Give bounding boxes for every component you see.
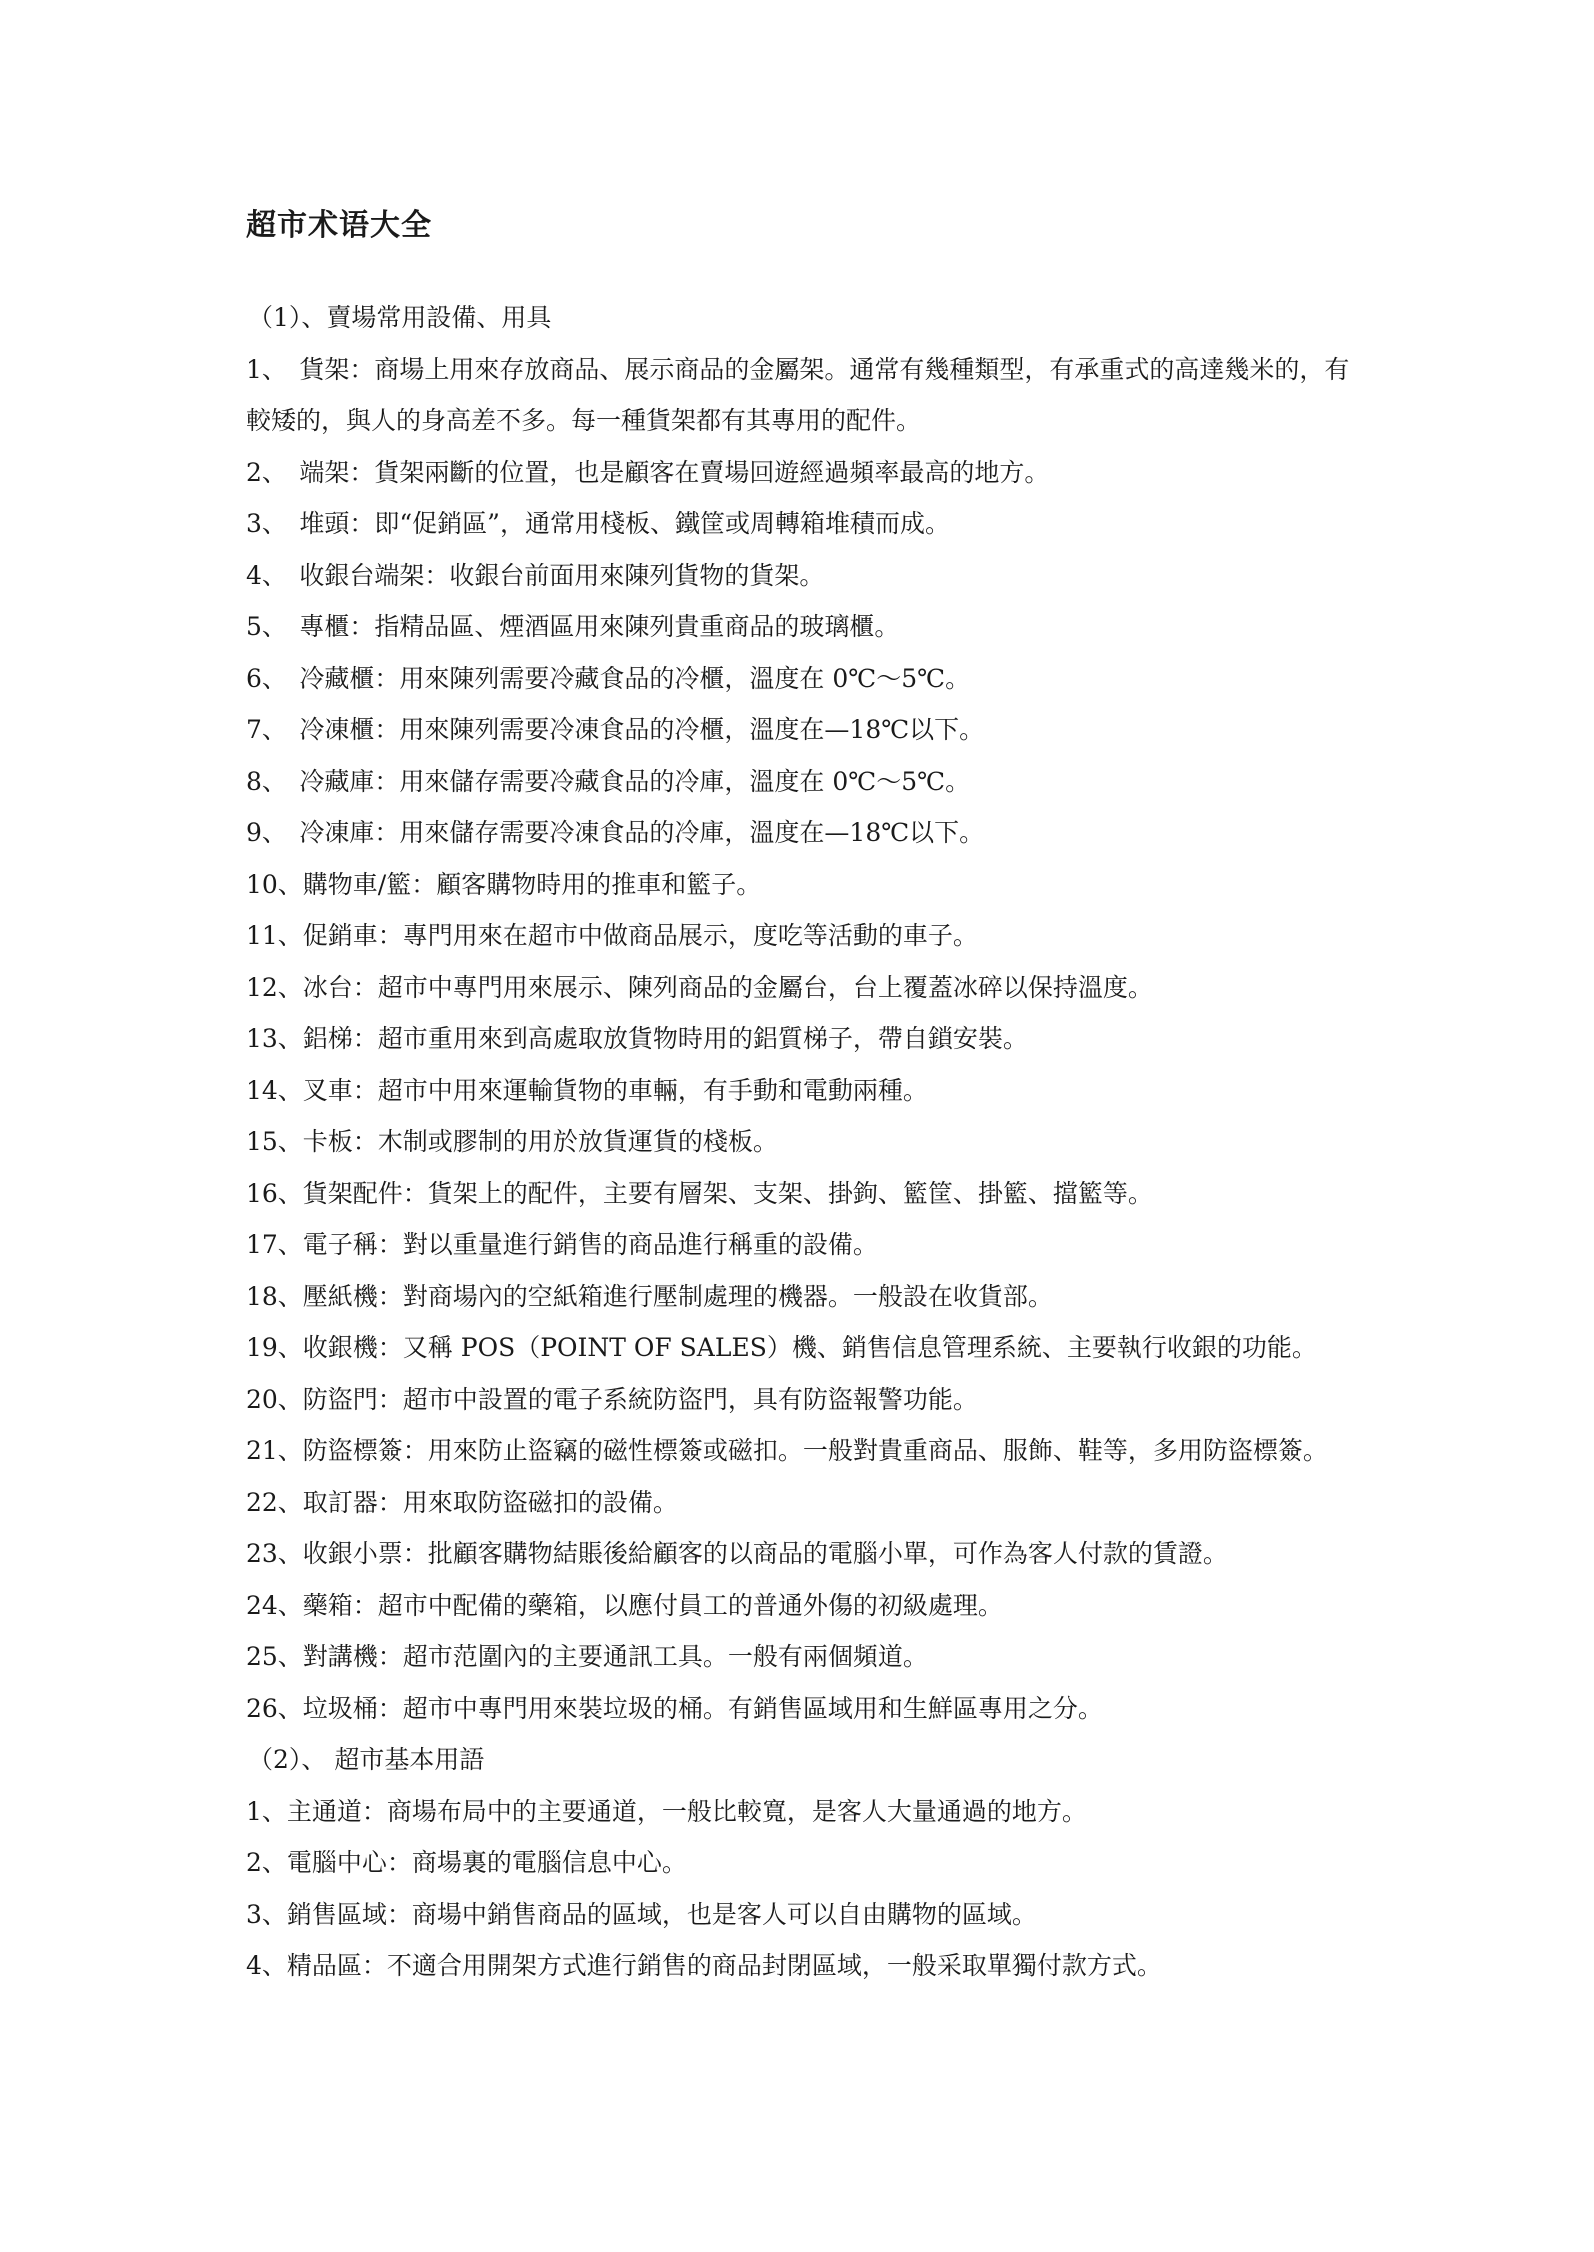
- document-body: [246, 292, 1356, 1992]
- section-heading: （1）、賣場常用設備、用具: [248, 303, 552, 332]
- list-item: 16、貨架配件：貨架上的配件，主要有層架、支架、掛鉤、籃筐、掛籃、擋籃等。: [246, 1178, 1153, 1208]
- list-item: 13、鋁梯：超市重用來到高處取放貨物時用的鋁質梯子，帶自鎖安裝。: [246, 1024, 1028, 1053]
- list-item: 11、促銷車：專門用來在超市中做商品展示，度吃等活動的車子。: [246, 921, 978, 950]
- list-item: 22、取訂器：用來取防盜磁扣的設備。: [246, 1487, 678, 1517]
- list-item: 21、防盜標簽：用來防止盜竊的磁性標簽或磁扣。一般對貴重商品、服飾、鞋等，多用防盜標簽。: [246, 1436, 1328, 1465]
- list-item: 8、 冷藏庫：用來儲存需要冷藏食品的冷庫，溫度在 0℃～5℃。: [246, 766, 971, 796]
- list-item: 12、冰台：超市中專門用來展示、陳列商品的金屬台，台上覆蓋冰碎以保持溫度。: [246, 972, 1153, 1002]
- list-item: 15、卡板：木制或膠制的用於放貨運貨的棧板。: [246, 1127, 778, 1156]
- list-item: 25、對講機：超市范圍內的主要通訊工具。一般有兩個頻道。: [246, 1642, 928, 1671]
- list-item: 3、 堆頭：即“促銷區”，通常用棧板、鐵筐或周轉箱堆積而成。: [246, 509, 950, 538]
- list-item: 7、 冷凍櫃：用來陳列需要冷凍食品的冷櫃，溫度在—18℃以下。: [246, 715, 985, 744]
- list-item: 5、 專櫃：指精品區、煙酒區用來陳列貴重商品的玻璃櫃。: [246, 612, 900, 641]
- list-item: 2、電腦中心：商場裏的電腦信息中心。: [246, 1848, 687, 1877]
- list-item: 19、收銀機：又稱 POS（POINT OF SALES）機、銷售信息管理系統、主要執行收銀的功能。: [246, 1333, 1317, 1362]
- list-item: 18、壓紙機：對商場內的空紙箱進行壓制處理的機器。一般設在收貨部。: [246, 1281, 1053, 1311]
- list-item: 17、電子稱：對以重量進行銷售的商品進行稱重的設備。: [246, 1230, 878, 1259]
- list-item: 4、 收銀台端架：收銀台前面用來陳列貨物的貨架。: [246, 560, 825, 590]
- document-title: 超市术语大全: [246, 208, 432, 243]
- list-item: 1、 貨架：商場上用來存放商品、展示商品的金屬架。通常有幾種類型，有承重式的高達幾米的，有較矮的，與人的身高差不多。每一種貨架都有其專用的配件。: [246, 354, 1350, 435]
- list-item: 24、藥箱：超市中配備的藥箱，以應付員工的普通外傷的初級處理。: [246, 1590, 1003, 1620]
- list-item: 1、主通道：商場布局中的主要通道，一般比較寬，是客人大量通過的地方。: [246, 1796, 1087, 1826]
- list-item: 9、 冷凍庫：用來儲存需要冷凍食品的冷庫，溫度在—18℃以下。: [246, 818, 985, 847]
- section-heading: （2）、 超市基本用語: [248, 1745, 485, 1774]
- list-item: 3、銷售區域：商場中銷售商品的區域，也是客人可以自由購物的區域。: [246, 1899, 1037, 1929]
- list-item: 14、叉車：超市中用來運輸貨物的車輛，有手動和電動兩種。: [246, 1075, 928, 1105]
- list-item: 6、 冷藏櫃：用來陳列需要冷藏食品的冷櫃，溫度在 0℃～5℃。: [246, 663, 971, 693]
- list-item: 10、購物車/籃：顧客購物時用的推車和籃子。: [246, 869, 762, 899]
- list-item: 23、收銀小票：批顧客購物結賬後給顧客的以商品的電腦小單，可作為客人付款的賃證。: [246, 1539, 1228, 1568]
- list-item: 20、防盜門：超市中設置的電子系統防盜門，具有防盜報警功能。: [246, 1384, 978, 1414]
- list-item: 2、 端架：貨架兩斷的位置，也是顧客在賣場回遊經過頻率最高的地方。: [246, 457, 1050, 487]
- list-item: 4、精品區：不適合用開架方式進行銷售的商品封閉區域，一般采取單獨付款方式。: [246, 1951, 1162, 1980]
- list-item: 26、垃圾桶：超市中專門用來裝垃圾的桶。有銷售區域用和生鮮區專用之分。: [246, 1693, 1103, 1723]
